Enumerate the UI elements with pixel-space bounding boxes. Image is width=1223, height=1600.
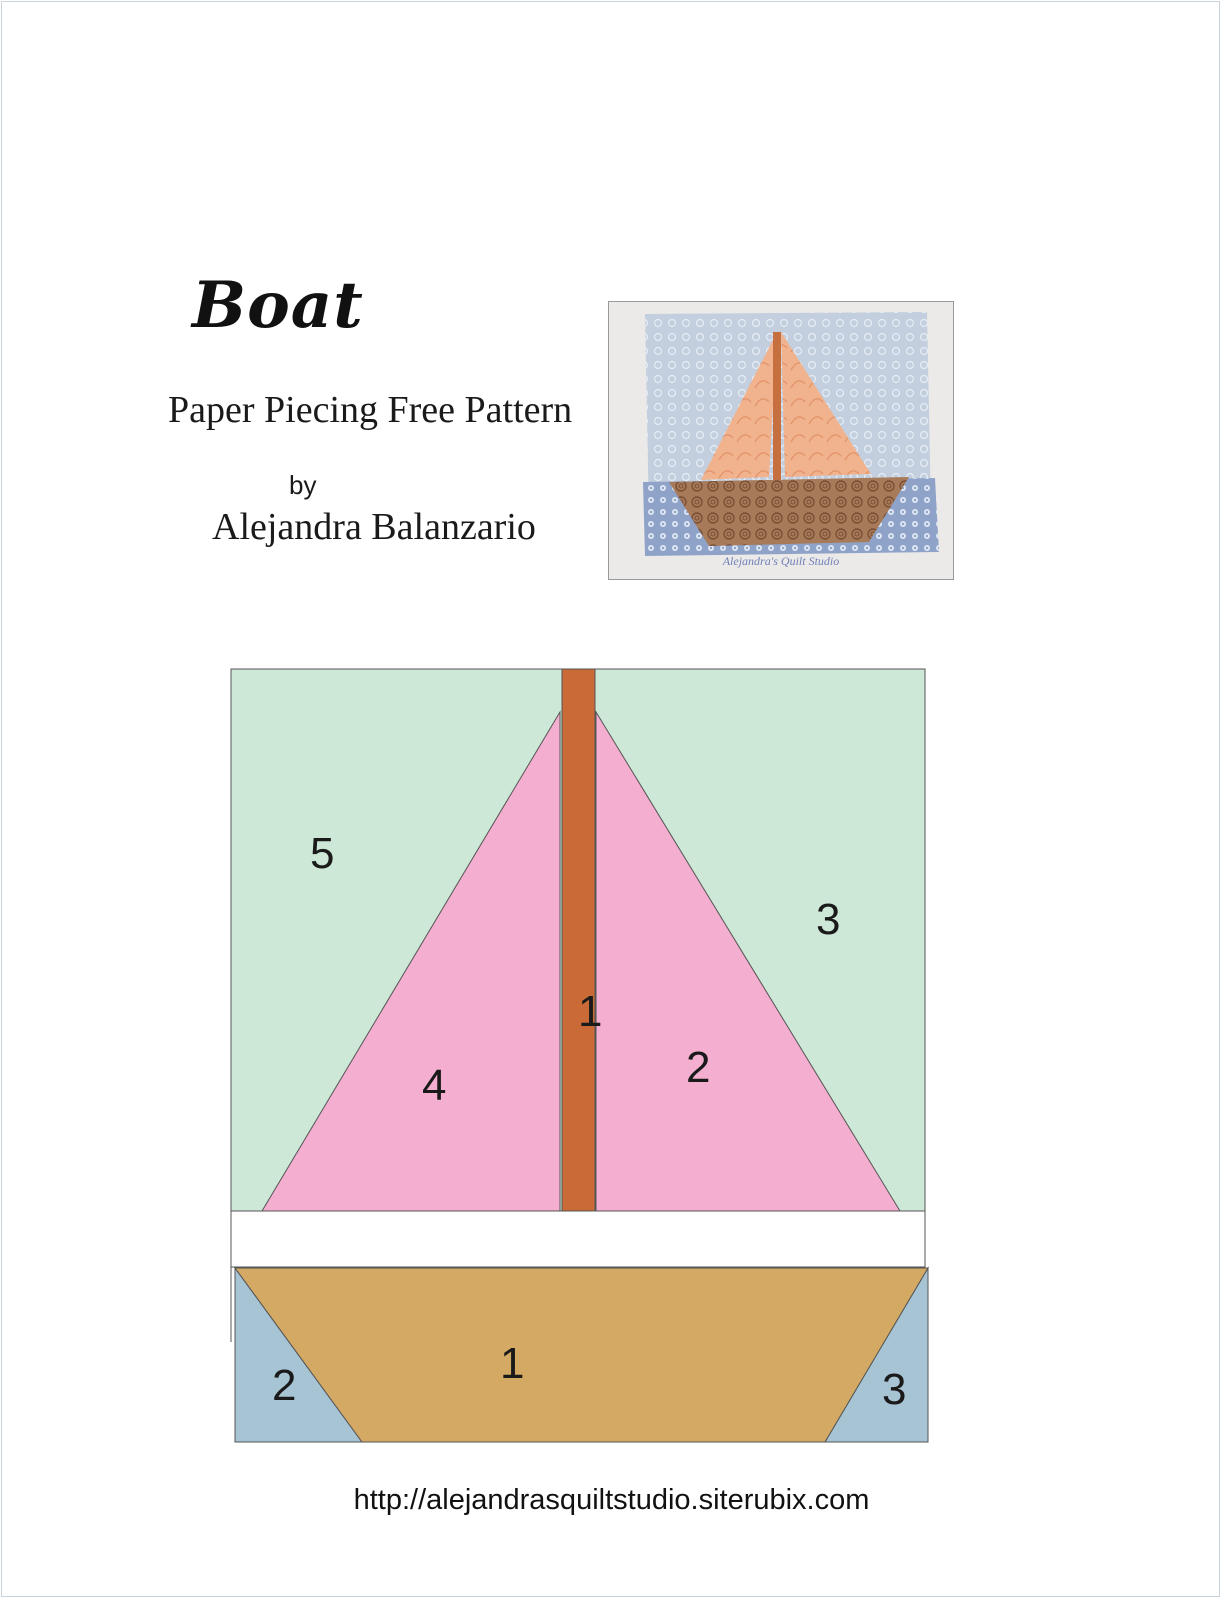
piece-number-2: 2 [686, 1043, 711, 1092]
gap-strip [231, 1211, 925, 1267]
piece-number-3: 3 [816, 895, 841, 944]
hull-piece-number-3: 3 [882, 1365, 907, 1414]
piece-number-1: 1 [578, 987, 603, 1036]
piece-number-5: 5 [310, 829, 335, 878]
pattern-title: Boat [192, 268, 364, 343]
photo-watermark: Alejandra's Quilt Studio [722, 554, 840, 568]
piece-number-4: 4 [422, 1061, 447, 1110]
mast-piece [562, 669, 595, 1211]
footer-url[interactable]: http://alejandrasquiltstudio.siterubix.com [353, 1484, 870, 1516]
hull-piece-number-2: 2 [272, 1361, 297, 1410]
hull-piece-number-1: 1 [500, 1339, 525, 1388]
pattern-subtitle: Paper Piecing Free Pattern [168, 389, 573, 431]
byline-by: by [289, 470, 317, 500]
author-name: Alejandra Balanzario [212, 506, 536, 548]
